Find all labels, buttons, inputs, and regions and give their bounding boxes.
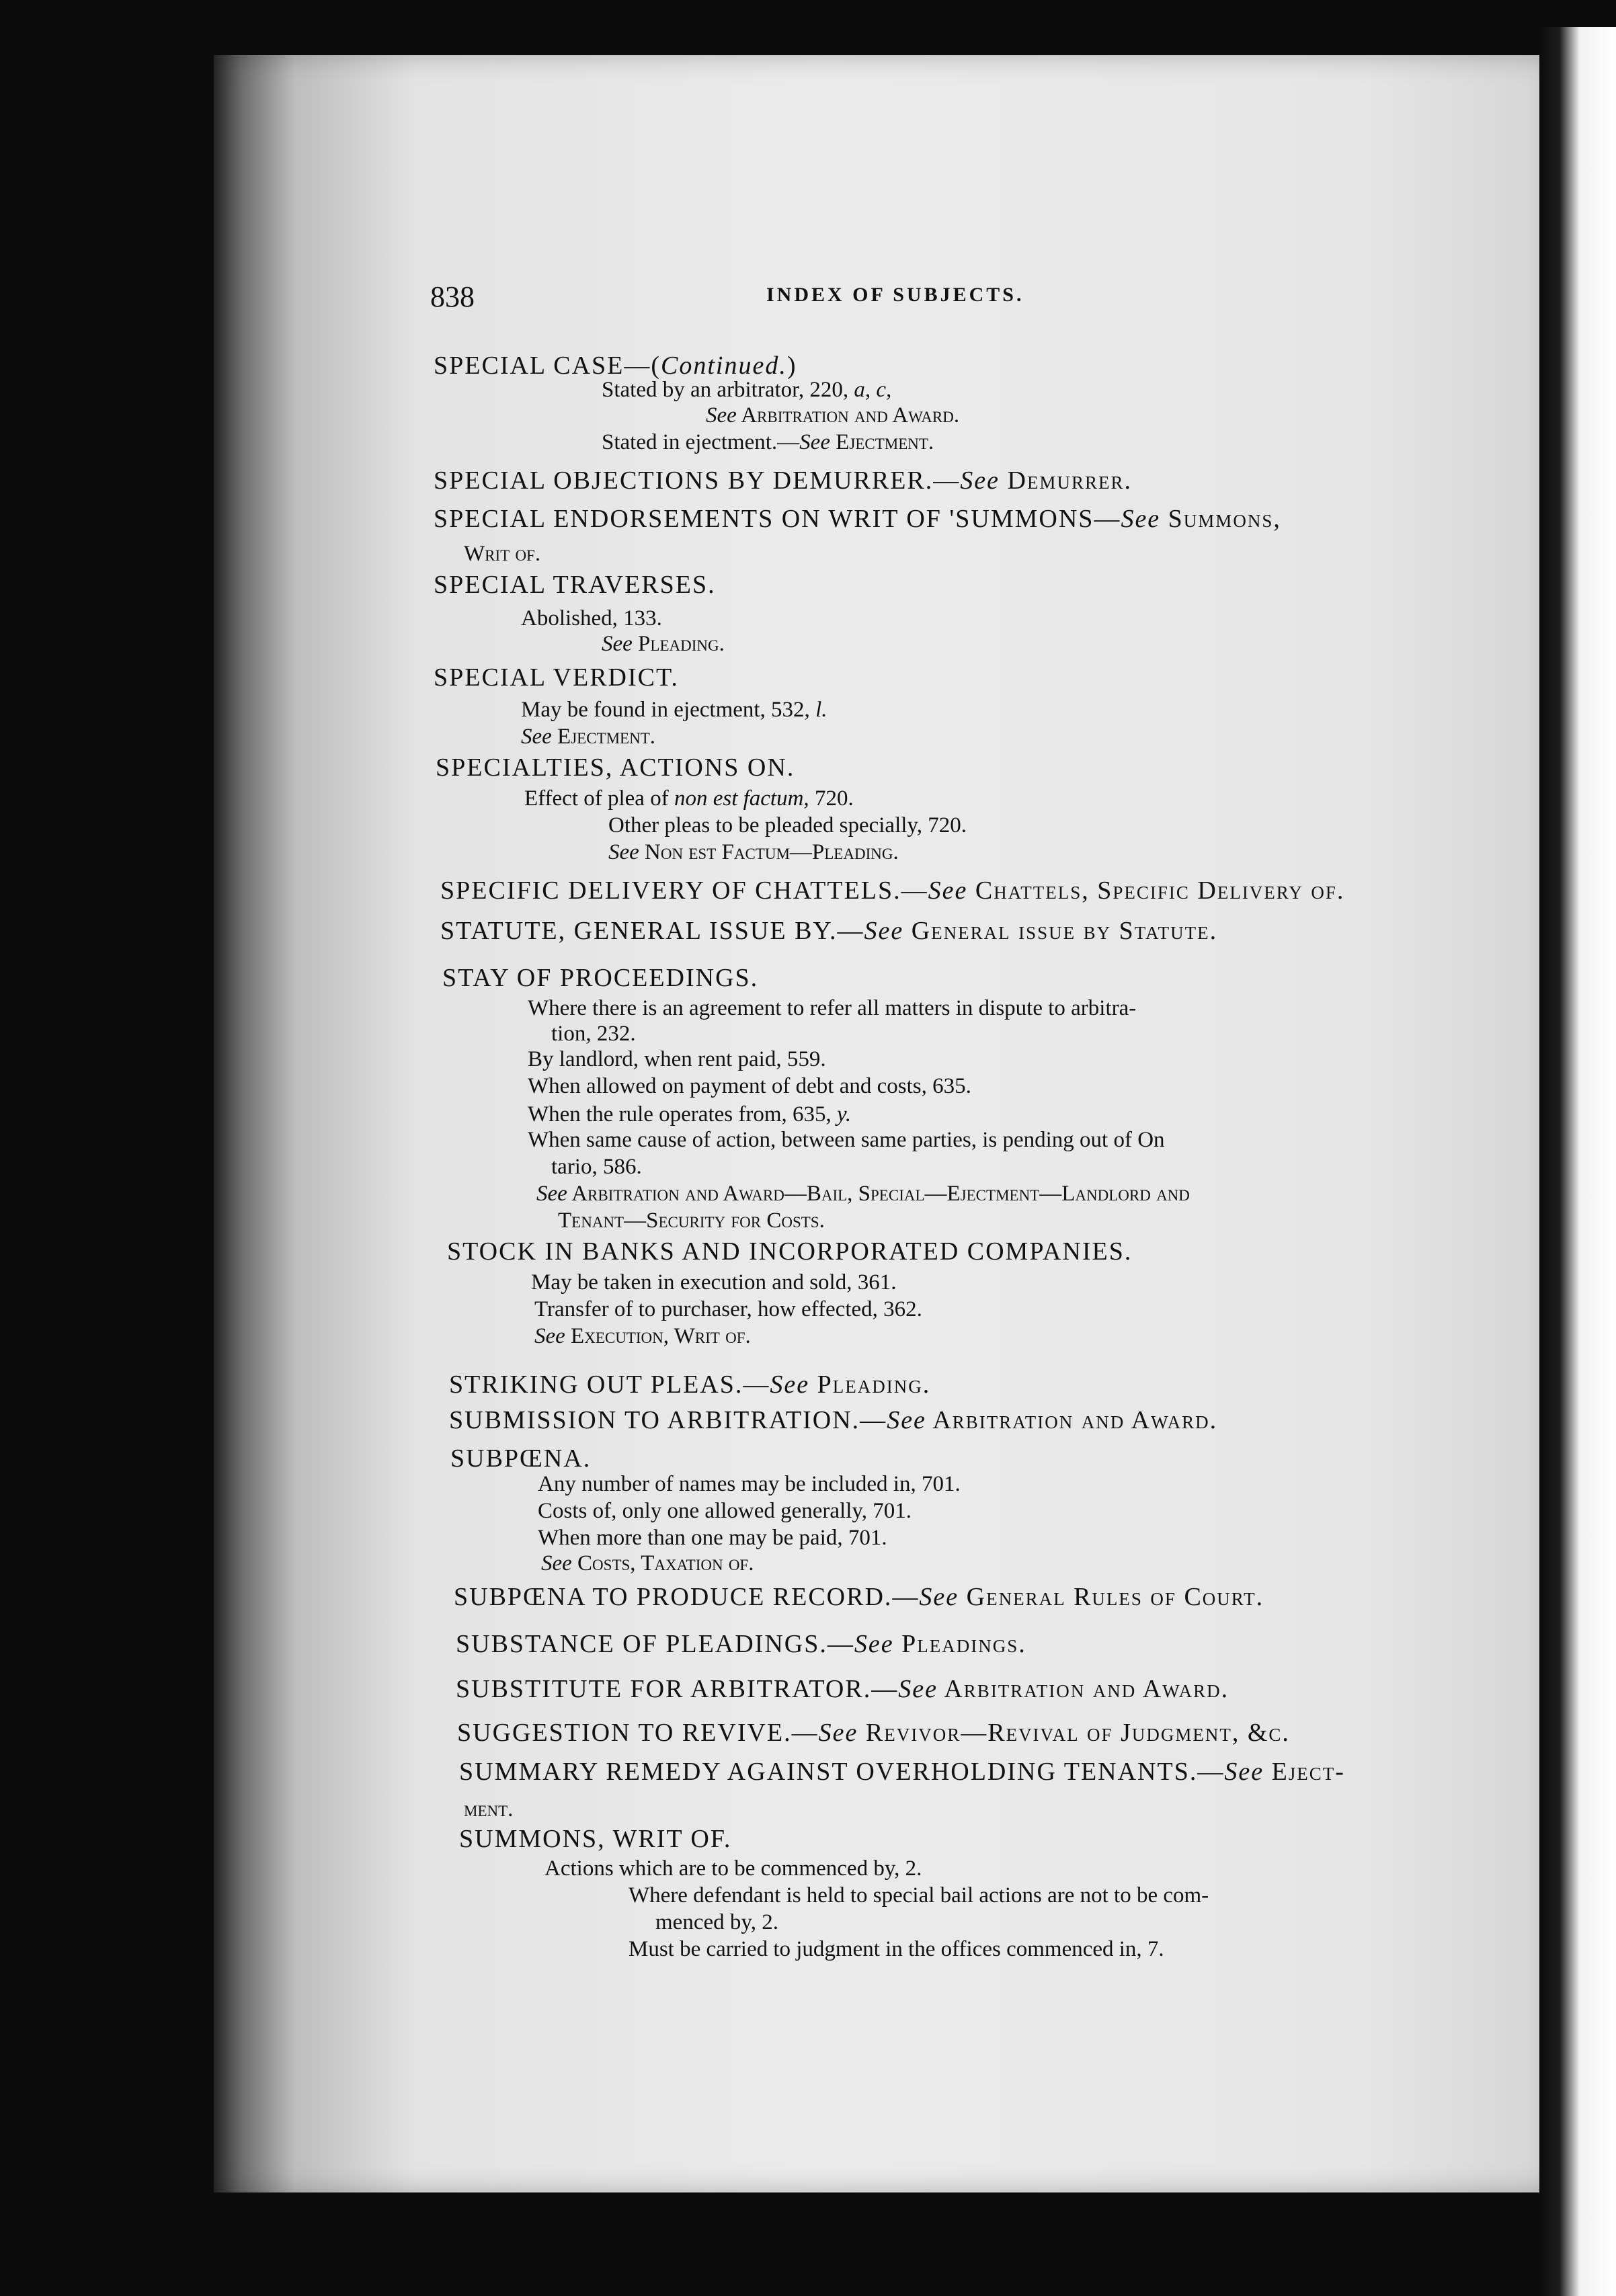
italic-text: y. (837, 1102, 852, 1126)
italic-text: See (608, 840, 639, 864)
small-caps-text: Pleading. (632, 632, 725, 656)
index-entry-line (538, 1471, 961, 1498)
index-entry-heading (434, 571, 716, 598)
text-run: Effect of plea of (524, 786, 674, 811)
text-run: Other pleas to be pleaded specially, 720. (608, 813, 967, 837)
index-entry-heading (434, 505, 1281, 532)
text-run: Where there is an agreement to refer all matters in dispute to arbitra- (528, 996, 1137, 1020)
text-run: SUBSTITUTE FOR ARBITRATOR.— (456, 1675, 899, 1703)
index-entry-line (629, 1936, 1164, 1963)
italic-text: See (928, 876, 968, 905)
small-caps-text: Pleadings. (893, 1630, 1026, 1658)
index-entry-line (608, 839, 899, 866)
index-entry-line (541, 1550, 754, 1577)
italic-text: See (1224, 1758, 1264, 1786)
small-caps-text: Ejectment. (830, 430, 934, 454)
index-entry-heading (454, 1584, 1264, 1610)
text-run: Stated by an arbitrator, 220, (602, 378, 854, 402)
text-run: SUBSTANCE OF PLEADINGS.— (456, 1630, 854, 1658)
small-caps-text: Demurrer. (1000, 466, 1132, 495)
italic-text: See (534, 1324, 565, 1348)
text-run: 720. (809, 786, 854, 811)
text-run: STATUTE, GENERAL ISSUE BY.— (440, 917, 864, 945)
text-run: By landlord, when rent paid, 559. (528, 1047, 826, 1071)
text-run: SPECIAL OBJECTIONS BY DEMURRER.— (434, 466, 961, 495)
small-caps-text: Execution, Writ of. (565, 1324, 751, 1348)
text-run: SPECIAL VERDICT. (434, 663, 679, 692)
index-entry-heading (457, 1719, 1290, 1746)
italic-text: See (818, 1719, 858, 1747)
index-entry-heading (440, 917, 1217, 944)
text-run: SUBMISSION TO ARBITRATION.— (449, 1406, 887, 1434)
italic-text: See (887, 1406, 926, 1434)
page-number: 838 (430, 280, 475, 313)
index-entry-line (528, 1101, 851, 1128)
index-entry-line (608, 812, 967, 839)
italic-text: See (521, 725, 552, 749)
index-entry-heading (436, 754, 795, 781)
small-caps-text: Ejectment. (551, 725, 656, 749)
running-head: INDEX OF SUBJECTS. (766, 284, 1024, 306)
italic-text: See (541, 1551, 572, 1575)
italic-text: Continued. (661, 352, 787, 380)
index-entry-line (706, 402, 959, 429)
index-entry-heading (434, 664, 679, 691)
index-entry-line (602, 630, 725, 657)
small-caps-text: Summons, (1160, 505, 1281, 533)
index-entry-heading (459, 1826, 731, 1852)
text-run: SPECIAL CASE—( (434, 352, 661, 380)
index-entry-line (521, 696, 827, 723)
index-entry-heading (456, 1631, 1026, 1657)
index-entry-line (629, 1882, 1209, 1909)
index-entry-heading (434, 467, 1132, 494)
small-caps-text: Revivor—Revival of Judgment, &c. (858, 1719, 1290, 1747)
index-entry-line (602, 429, 934, 456)
text-run: STAY OF PROCEEDINGS. (442, 964, 759, 992)
index-entry-heading (459, 1758, 1345, 1785)
text-run: Costs of, only one allowed generally, 701. (538, 1499, 912, 1523)
italic-text: See (799, 430, 830, 454)
index-entry-heading (442, 965, 758, 991)
italic-text: See (602, 632, 633, 656)
text-run: STOCK IN BANKS AND INCORPORATED COMPANIES. (447, 1237, 1133, 1266)
index-entry-line (655, 1909, 778, 1936)
index-entry-line (528, 1046, 826, 1073)
index-entry-line (558, 1207, 825, 1234)
index-entry-line (538, 1498, 912, 1524)
small-caps-text: Arbitration and Award—Bail, Special—Ejectment—Landlord and (567, 1182, 1190, 1206)
text-run: May be taken in execution and sold, 361. (531, 1270, 897, 1295)
index-entry-heading (456, 1676, 1229, 1703)
text-run: When allowed on payment of debt and costs, 635. (528, 1074, 971, 1098)
italic-text: l. (815, 698, 827, 722)
text-run: Transfer of to purchaser, how effected, 362. (534, 1297, 922, 1321)
index-entry-line (528, 1073, 971, 1100)
text-run: May be found in ejectment, 532, (521, 698, 816, 722)
small-caps-text: Arbitration and Award. (926, 1406, 1218, 1434)
italic-text: See (854, 1630, 894, 1658)
text-run: SUMMONS, WRIT OF. (459, 1825, 732, 1853)
italic-text: See (919, 1583, 959, 1611)
text-run: SPECIALTIES, ACTIONS ON. (436, 753, 795, 782)
small-caps-text: Eject- (1264, 1758, 1345, 1786)
index-entry-heading (449, 1407, 1217, 1434)
index-entry-line (538, 1524, 887, 1551)
italic-text: See (536, 1182, 567, 1206)
text-run: SPECIAL ENDORSEMENTS ON WRIT OF 'SUMMONS— (434, 505, 1121, 533)
text-run: SUGGESTION TO REVIVE.— (457, 1719, 819, 1747)
text-run: When the rule operates from, 635, (528, 1102, 838, 1126)
italic-text: See (898, 1675, 938, 1703)
small-caps-text: General Rules of Court. (959, 1583, 1264, 1611)
small-caps-text: Costs, Taxation of. (571, 1551, 754, 1575)
small-caps-text: Pleading. (809, 1370, 931, 1399)
index-entry-heading (450, 1445, 591, 1472)
text-run: Where defendant is held to special bail actions are not to be com- (629, 1883, 1209, 1908)
index-entry-line (464, 540, 540, 567)
small-caps-text: Non est Factum—Pleading. (639, 840, 899, 864)
text-run: When more than one may be paid, 701. (538, 1526, 887, 1550)
index-entry-line (528, 995, 1136, 1022)
text-run: tion, 232. (551, 1022, 636, 1046)
index-entry-line (551, 1020, 636, 1047)
text-run: ) (786, 352, 797, 380)
small-caps-text: Tenant—Security for Costs. (558, 1208, 825, 1233)
index-entry-line (531, 1269, 896, 1296)
text-run: SUBPŒNA. (450, 1444, 592, 1473)
index-entry-line (521, 723, 655, 750)
text-run: menced by, 2. (655, 1910, 778, 1934)
index-entry-heading (449, 1371, 930, 1398)
italic-text: See (1121, 505, 1161, 533)
text-run: Stated in ejectment.— (602, 430, 800, 454)
text-run: STRIKING OUT PLEAS.— (449, 1370, 770, 1399)
italic-text: non est factum, (674, 786, 809, 811)
index-entry-line (551, 1153, 642, 1180)
index-entry-line (544, 1855, 922, 1882)
italic-text: a, c, (854, 378, 892, 402)
index-entry-line (528, 1126, 1165, 1153)
index-entry-heading (434, 352, 797, 379)
text-run: tario, 586. (551, 1155, 642, 1179)
small-caps-text: General issue by Statute. (903, 917, 1218, 945)
text-run: Must be carried to judgment in the offices commenced in, 7. (629, 1937, 1164, 1961)
small-caps-text: Writ of. (464, 542, 541, 566)
index-entry-line (534, 1296, 922, 1323)
italic-text: See (770, 1370, 810, 1399)
index-entry-line (521, 605, 662, 632)
index-entry-line (524, 785, 854, 812)
text-run: SUMMARY REMEDY AGAINST OVERHOLDING TENANTS.— (459, 1758, 1225, 1786)
index-entry-line (534, 1323, 751, 1350)
text-run: Abolished, 133. (521, 606, 662, 630)
italic-text: See (706, 403, 737, 427)
text-run: When same cause of action, between same parties, is pending out of On (528, 1128, 1165, 1152)
italic-text: See (864, 917, 904, 945)
index-entry-line (464, 1796, 513, 1823)
text-run: SPECIAL TRAVERSES. (434, 571, 716, 599)
text-run: SPECIFIC DELIVERY OF CHATTELS.— (440, 876, 928, 905)
text-run: SUBPŒNA TO PRODUCE RECORD.— (454, 1583, 920, 1611)
index-entry-heading (447, 1238, 1132, 1265)
small-caps-text: Arbitration and Award. (736, 403, 960, 427)
small-caps-text: ment. (464, 1797, 514, 1821)
index-entry-line (536, 1180, 1190, 1207)
index-entry-line (602, 376, 891, 403)
text-run: Actions which are to be commenced by, 2. (544, 1856, 922, 1881)
index-entry-heading (440, 877, 1344, 904)
small-caps-text: Arbitration and Award. (937, 1675, 1229, 1703)
italic-text: See (960, 466, 1000, 495)
small-caps-text: Chattels, Specific Delivery of. (967, 876, 1345, 905)
text-run: Any number of names may be included in, 701. (538, 1472, 961, 1496)
